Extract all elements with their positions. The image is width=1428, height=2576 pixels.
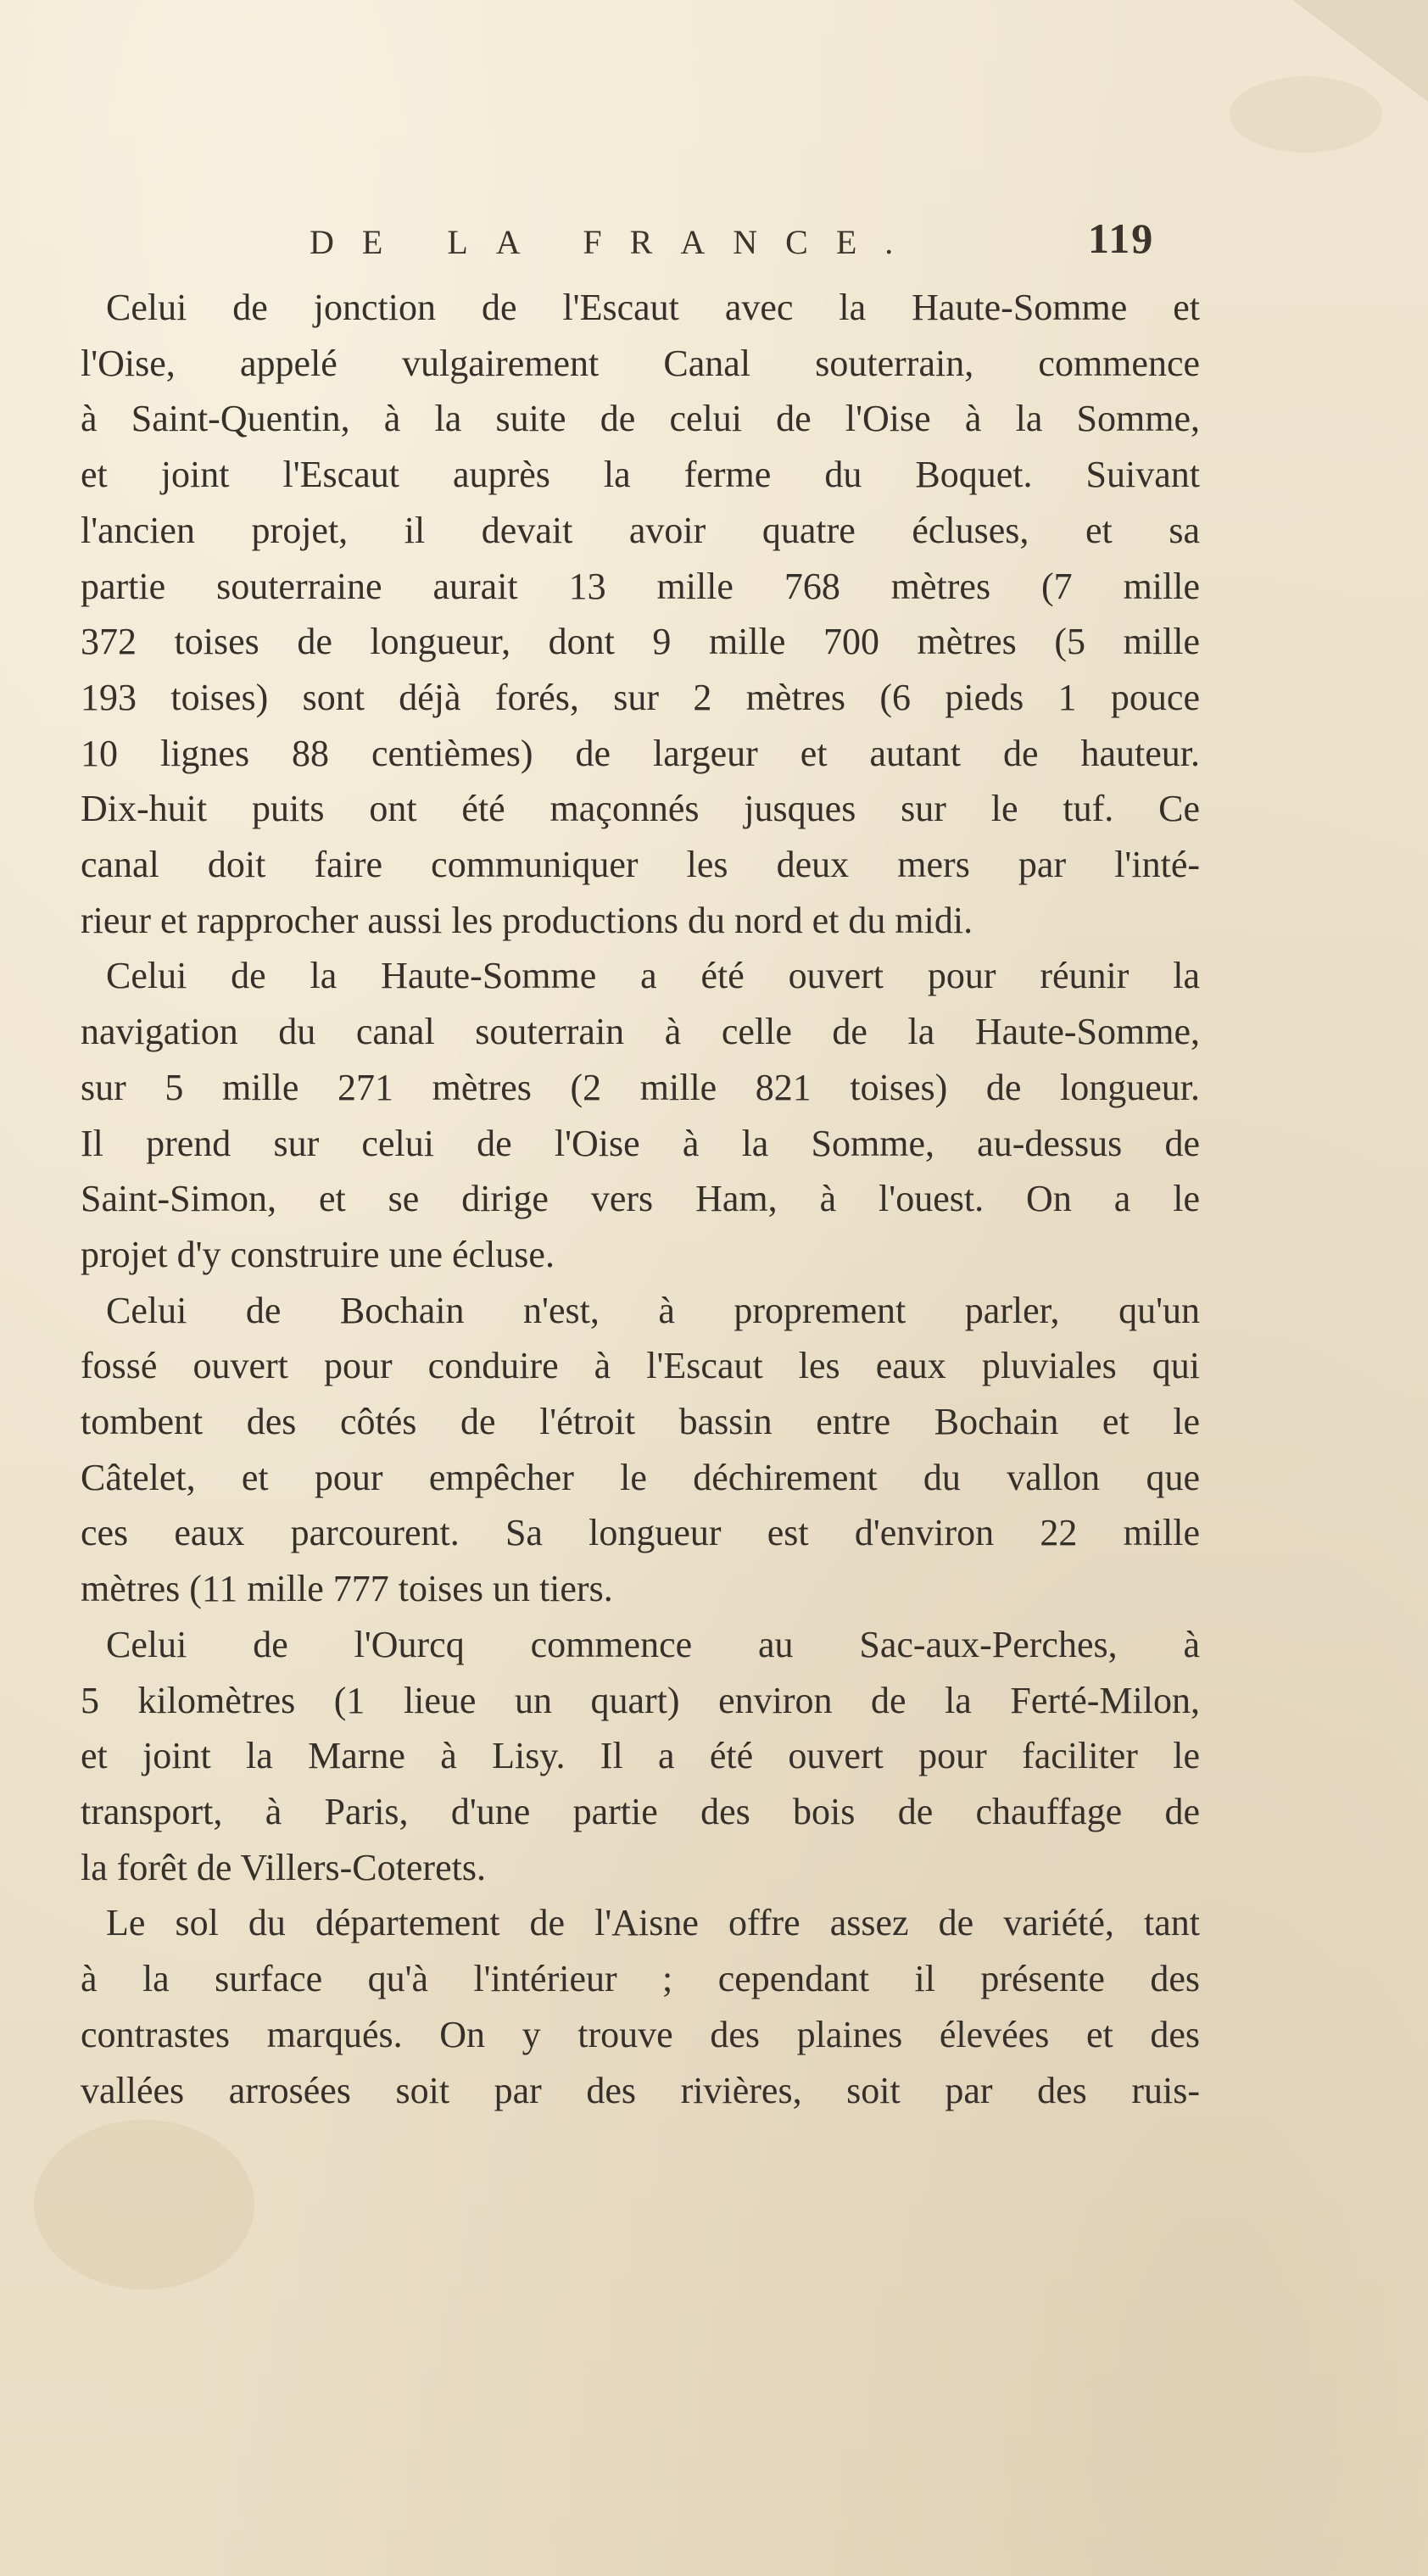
text-line: 10 lignes 88 centièmes) de largeur et autant de hauteur. (81, 732, 1200, 774)
text-line: canal doit faire communiquer les deux mers par l'inté- (81, 844, 1200, 886)
running-head-title: DE LA FRANCE. (310, 223, 922, 261)
text-line: mètres (11 mille 777 toises un tiers. (81, 1568, 613, 1610)
text-line: Le sol du département de l'Aisne offre assez de variété, tant (106, 1902, 1200, 1944)
text-line: vallées arrosées soit par des rivières, soit par des ruis- (81, 2069, 1200, 2111)
text-line: tombent des côtés de l'étroit bassin entre Bochain et le (81, 1401, 1200, 1443)
text-line: Celui de la Haute-Somme a été ouvert pour réunir la (106, 955, 1200, 997)
text-line: et joint la Marne à Lisy. Il a été ouvert pour faciliter le (81, 1735, 1200, 1777)
text-line: 5 kilomètres (1 lieue un quart) environ de la Ferté-Milon, (81, 1679, 1200, 1721)
text-line: à Saint-Quentin, à la suite de celui de l'Oise à la Somme, (81, 398, 1200, 440)
text-line: et joint l'Escaut auprès la ferme du Boquet. Suivant (81, 454, 1200, 496)
paper-stain (34, 2120, 254, 2289)
paragraph-haute-somme (81, 948, 1200, 1282)
text-line: Il prend sur celui de l'Oise à la Somme, au-dessus de (81, 1122, 1200, 1164)
running-head (0, 212, 1428, 271)
paper-stain (1230, 76, 1382, 153)
text-line: navigation du canal souterrain à celle de la Haute-Somme, (81, 1011, 1200, 1053)
text-line: partie souterraine aurait 13 mille 768 mètres (7 mille (81, 565, 1200, 607)
paragraph-sol-aisne (81, 1895, 1200, 2118)
text-line: la forêt de Villers-Coterets. (81, 1846, 486, 1888)
text-line: Celui de l'Ourcq commence au Sac-aux-Perches, à (106, 1623, 1200, 1665)
text-line: à la surface qu'à l'intérieur ; cependant il présente des (81, 1958, 1200, 2000)
paragraph-ourcq (81, 1617, 1200, 1896)
paragraph-canal-souterrain (81, 280, 1200, 948)
text-line: 193 toises) sont déjà forés, sur 2 mètres (6 pieds 1 pouce (81, 676, 1200, 718)
text-line: projet d'y construire une écluse. (81, 1233, 555, 1275)
text-line: Celui de Bochain n'est, à proprement parler, qu'un (106, 1289, 1200, 1331)
text-line: fossé ouvert pour conduire à l'Escaut les eaux pluviales qui (81, 1345, 1200, 1387)
text-line: rieur et rapprocher aussi les productions du nord et du midi. (81, 899, 973, 941)
page-number: 119 (1088, 215, 1155, 262)
text-line: l'Oise, appelé vulgairement Canal souterrain, commence (81, 342, 1200, 384)
text-line: ces eaux parcourent. Sa longueur est d'environ 22 mille (81, 1512, 1200, 1554)
paragraph-bochain (81, 1283, 1200, 1617)
text-line: 372 toises de longueur, dont 9 mille 700 mètres (5 mille (81, 621, 1200, 663)
text-line: transport, à Paris, d'une partie des bois de chauffage de (81, 1790, 1200, 1832)
text-line: Celui de jonction de l'Escaut avec la Haute-Somme et (106, 287, 1200, 328)
text-line: Dix-huit puits ont été maçonnés jusques sur le tuf. Ce (81, 788, 1200, 830)
text-line: l'ancien projet, il devait avoir quatre écluses, et sa (81, 509, 1200, 551)
text-line: sur 5 mille 271 mètres (2 mille 821 toises) de longueur. (81, 1066, 1200, 1108)
text-line: Saint-Simon, et se dirige vers Ham, à l'ouest. On a le (81, 1178, 1200, 1220)
text-line: Câtelet, et pour empêcher le déchirement du vallon que (81, 1456, 1200, 1498)
text-line: contrastes marqués. On y trouve des plaines élevées et des (81, 2013, 1200, 2055)
body-text (81, 280, 1200, 2118)
